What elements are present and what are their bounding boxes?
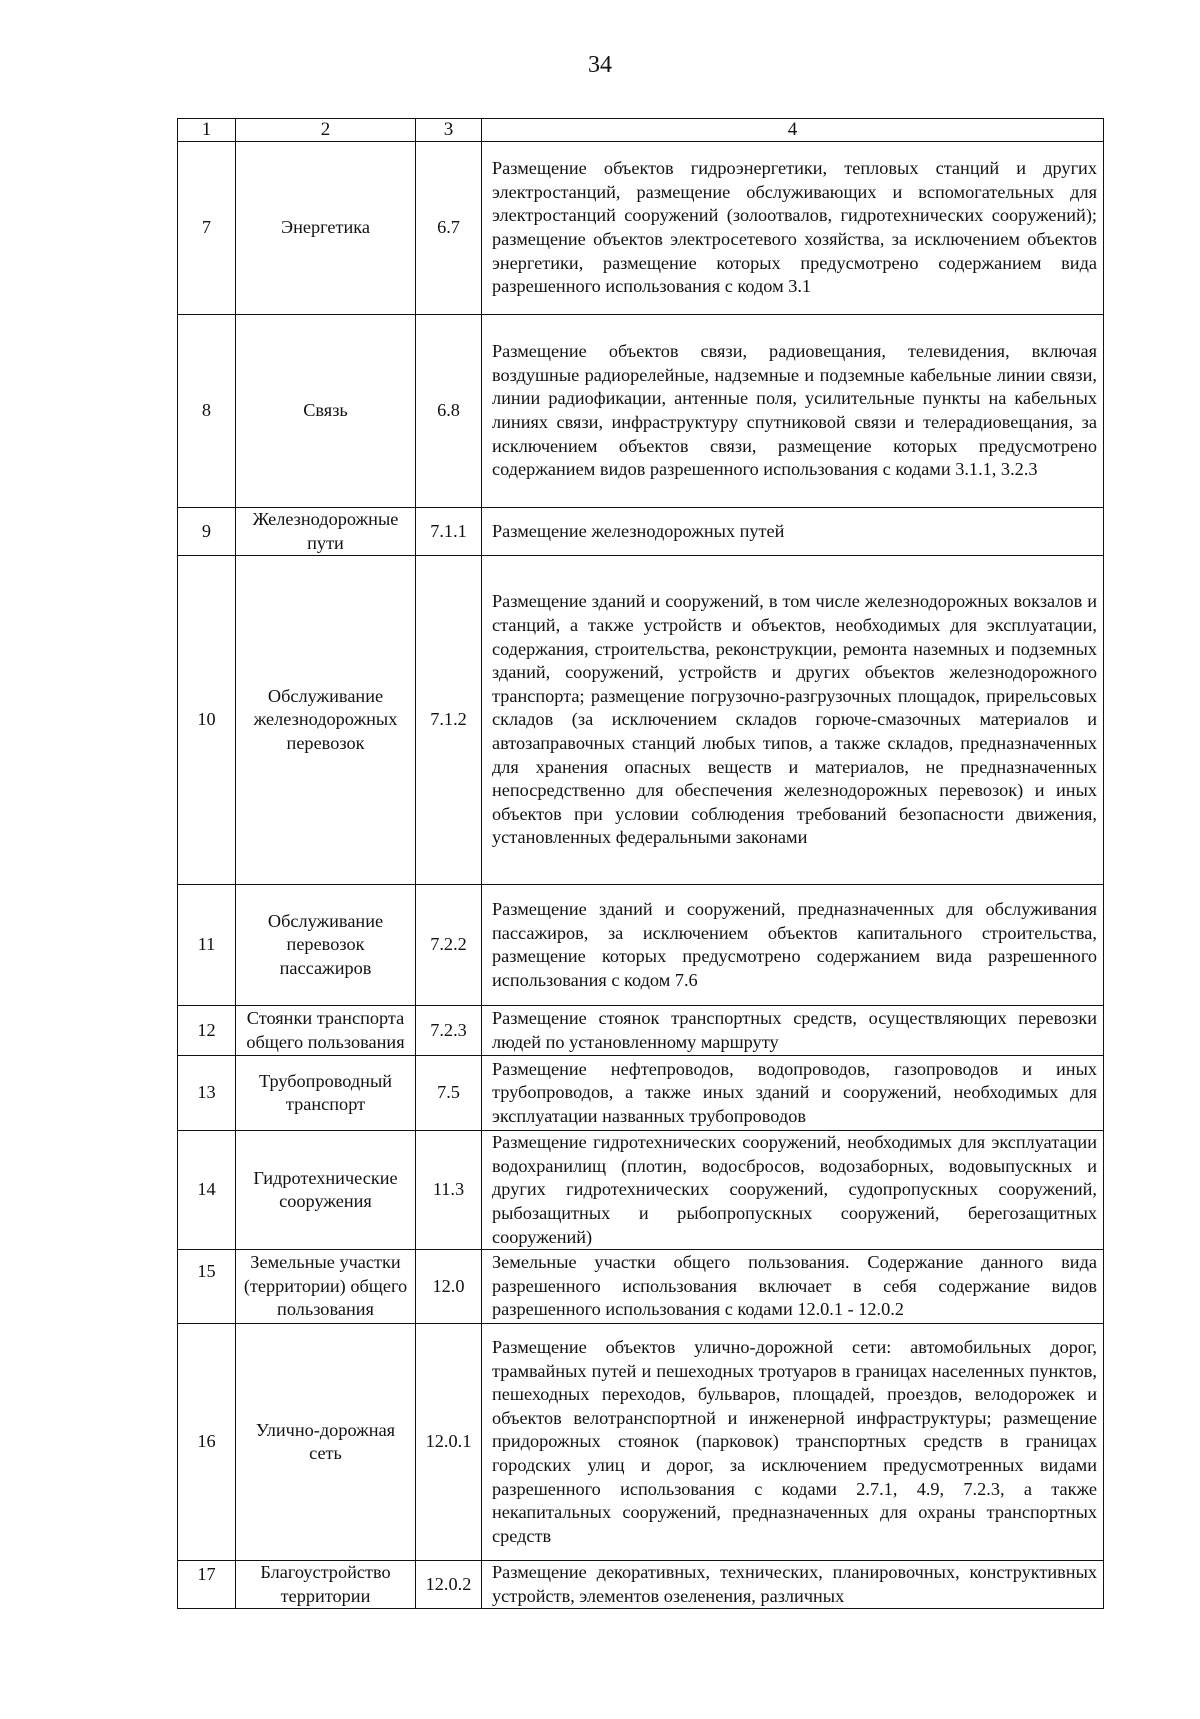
table-row (178, 556, 1104, 885)
use-type-description: Размещение зданий и сооружений, в том числе железнодорожных вокзалов и станций, а также устройств и объектов, необходимых для эксплуатации, содержания, строительства, реконструкции, ремонта наземных и подземных зданий, сооружений, устройств и других объектов железнодорожного транспорта; размещение погрузочно-разгрузочных площадок, прирельсовых складов (за исключением складов горюче-смазочных материалов и автозаправочных станций любых типов, а также складов, предназначенных для хранения опасных веществ и материалов, не предназначенных непосредственно для обеспечения железнодорожных перевозок) и иных объектов при условии соблюдения требований безопасности движения, установленных федеральными законами (482, 556, 1104, 885)
use-type-name: Энергетика (236, 142, 416, 315)
use-type-code: 7.2.2 (416, 885, 482, 1006)
use-type-description: Размещение зданий и сооружений, предназначенных для обслуживания пассажиров, за исключением объектов капитального строительства, размещение которых предусмотрено содержанием вида разрешенного использования с кодом 7.6 (482, 885, 1104, 1006)
use-type-description: Размещение нефтепроводов, водопроводов, газопроводов и иных трубопроводов, а также иных зданий и сооружений, необходимых для эксплуатации названных трубопроводов (482, 1056, 1104, 1131)
use-type-name: Земельные участки (территории) общего пользования (236, 1250, 416, 1324)
column-header-name: 2 (236, 119, 416, 142)
use-type-description: Размещение объектов гидроэнергетики, тепловых станций и других электростанций, размещение обслуживающих и вспомогательных для электростанций сооружений (золоотвалов, гидротехнических сооружений); размещение объектов электросетевого хозяйства, за исключением объектов энергетики, размещение которых предусмотрено содержанием вида разрешенного использования с кодом 3.1 (482, 142, 1104, 315)
use-type-name: Железнодорожные пути (236, 508, 416, 556)
use-type-code: 7.1.2 (416, 556, 482, 885)
use-type-description: Размещение гидротехнических сооружений, необходимых для эксплуатации водохранилищ (плотин, водосбросов, водозаборных, водовыпускных и других гидротехнических сооружений, судопропускных сооружений, рыбозащитных и рыбопропускных сооружений, берегозащитных сооружений) (482, 1131, 1104, 1250)
row-number: 9 (178, 508, 236, 556)
use-type-code: 7.2.3 (416, 1006, 482, 1056)
column-header-description: 4 (482, 119, 1104, 142)
use-type-name: Благоустройство территории (236, 1561, 416, 1609)
use-type-description: Размещение декоративных, технических, планировочных, конструктивных устройств, элементов озеленения, различных (482, 1561, 1104, 1609)
use-type-code: 11.3 (416, 1131, 482, 1250)
row-number: 15 (178, 1250, 236, 1324)
table-row (178, 142, 1104, 315)
use-type-code: 7.5 (416, 1056, 482, 1131)
land-use-table (177, 118, 1104, 1609)
table-header-row (178, 119, 1104, 142)
column-header-number: 1 (178, 119, 236, 142)
use-type-name: Улично-дорожная сеть (236, 1324, 416, 1561)
use-type-code: 6.7 (416, 142, 482, 315)
row-number: 11 (178, 885, 236, 1006)
column-header-code: 3 (416, 119, 482, 142)
use-type-name: Трубопроводный транспорт (236, 1056, 416, 1131)
use-type-code: 12.0.2 (416, 1561, 482, 1609)
use-type-code: 12.0 (416, 1250, 482, 1324)
row-number: 12 (178, 1006, 236, 1056)
use-type-name: Связь (236, 315, 416, 508)
table-row (178, 1561, 1104, 1609)
row-number: 7 (178, 142, 236, 315)
row-number: 10 (178, 556, 236, 885)
use-type-code: 6.8 (416, 315, 482, 508)
table-row (178, 508, 1104, 556)
use-type-description: Размещение объектов связи, радиовещания, телевидения, включая воздушные радиорелейные, надземные и подземные кабельные линии связи, линии радиофикации, антенные поля, усилительные пункты на кабельных линиях связи, инфраструктуру спутниковой связи и телерадиовещания, за исключением объектов связи, размещение которых предусмотрено содержанием видов разрешенного использования с кодами 3.1.1, 3.2.3 (482, 315, 1104, 508)
use-type-code: 7.1.1 (416, 508, 482, 556)
use-type-name: Гидротехнические сооружения (236, 1131, 416, 1250)
table-row (178, 1250, 1104, 1324)
page-number: 34 (588, 52, 612, 78)
use-type-description: Размещение железнодорожных путей (482, 508, 1104, 556)
use-type-code: 12.0.1 (416, 1324, 482, 1561)
table-row (178, 1131, 1104, 1250)
row-number: 8 (178, 315, 236, 508)
row-number: 14 (178, 1131, 236, 1250)
use-type-description: Размещение стоянок транспортных средств, осуществляющих перевозки людей по установленному маршруту (482, 1006, 1104, 1056)
row-number: 16 (178, 1324, 236, 1561)
use-type-description: Земельные участки общего пользования. Содержание данного вида разрешенного использования включает в себя содержание видов разрешенного использования с кодами 12.0.1 - 12.0.2 (482, 1250, 1104, 1324)
row-number: 17 (178, 1561, 236, 1609)
table-row (178, 885, 1104, 1006)
table-row (178, 1056, 1104, 1131)
table-row (178, 1324, 1104, 1561)
table-row (178, 315, 1104, 508)
table-row (178, 1006, 1104, 1056)
use-type-name: Обслуживание железнодорожных перевозок (236, 556, 416, 885)
row-number: 13 (178, 1056, 236, 1131)
use-type-description: Размещение объектов улично-дорожной сети: автомобильных дорог, трамвайных путей и пешеходных тротуаров в границах населенных пунктов, пешеходных переходов, бульваров, площадей, проездов, велодорожек и объектов велотранспортной и инженерной инфраструктуры; размещение придорожных стоянок (парковок) транспортных средств в границах городских улиц и дорог, за исключением предусмотренных видами разрешенного использования с кодами 2.7.1, 4.9, 7.2.3, а также некапитальных сооружений, предназначенных для охраны транспортных средств (482, 1324, 1104, 1561)
use-type-name: Обслуживание перевозок пассажиров (236, 885, 416, 1006)
use-type-name: Стоянки транспорта общего пользования (236, 1006, 416, 1056)
